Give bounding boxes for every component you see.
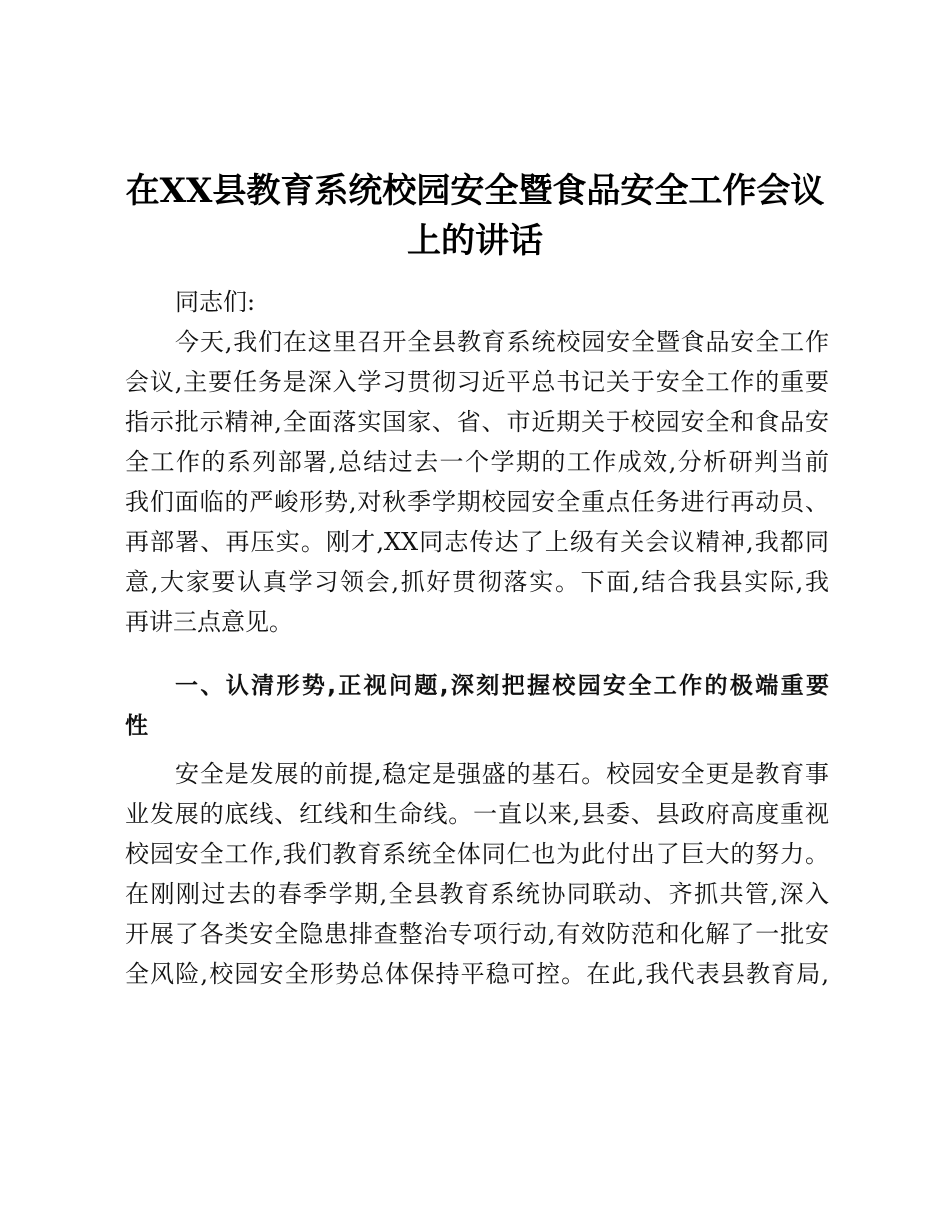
- text-line: 在刚刚过去的春季学期,全县教育系统协同联动、齐抓共管,深入: [125, 880, 829, 908]
- section-heading: [125, 666, 829, 746]
- text-line: 再部署、再压实。刚才,XX同志传达了上级有关会议精神,我都同: [125, 528, 829, 556]
- title-line: 上的讲话: [407, 221, 543, 261]
- text-line: 校园安全工作,我们教育系统全体同仁也为此付出了巨大的努力。: [125, 840, 829, 868]
- text-line: 开展了各类安全隐患排查整治专项行动,有效防范和化解了一批安: [125, 920, 829, 948]
- title-line: 在XX县教育系统校园安全暨食品安全工作会议: [125, 171, 825, 211]
- text-line: 意,大家要认真学习领会,抓好贯彻落实。下面,结合我县实际,我: [125, 568, 829, 596]
- salutation: 同志们:: [175, 288, 256, 316]
- text-line: 全风险,校园安全形势总体保持平稳可控。在此,我代表县教育局,: [125, 960, 829, 988]
- text-line: 今天,我们在这里召开全县教育系统校园安全暨食品安全工作: [175, 328, 829, 356]
- heading-line: 一、认清形势,正视问题,深刻把握校园安全工作的极端重要: [175, 673, 829, 699]
- paragraph-opening: [125, 322, 829, 642]
- heading-line: 性: [125, 713, 148, 739]
- text-line: 再讲三点意见。: [125, 608, 293, 636]
- text-line: 全工作的系列部署,总结过去一个学期的工作成效,分析研判当前: [125, 448, 829, 476]
- document-body: [125, 282, 829, 994]
- paragraph-section-1: [125, 754, 829, 994]
- text-line: 指示批示精神,全面落实国家、省、市近期关于校园安全和食品安: [125, 408, 829, 436]
- document-title: [110, 166, 840, 266]
- text-line: 我们面临的严峻形势,对秋季学期校园安全重点任务进行再动员、: [125, 488, 829, 516]
- text-line: 会议,主要任务是深入学习贯彻习近平总书记关于安全工作的重要: [125, 368, 829, 396]
- text-line: 安全是发展的前提,稳定是强盛的基石。校园安全更是教育事: [175, 760, 829, 788]
- text-line: 业发展的底线、红线和生命线。一直以来,县委、县政府高度重视: [125, 800, 829, 828]
